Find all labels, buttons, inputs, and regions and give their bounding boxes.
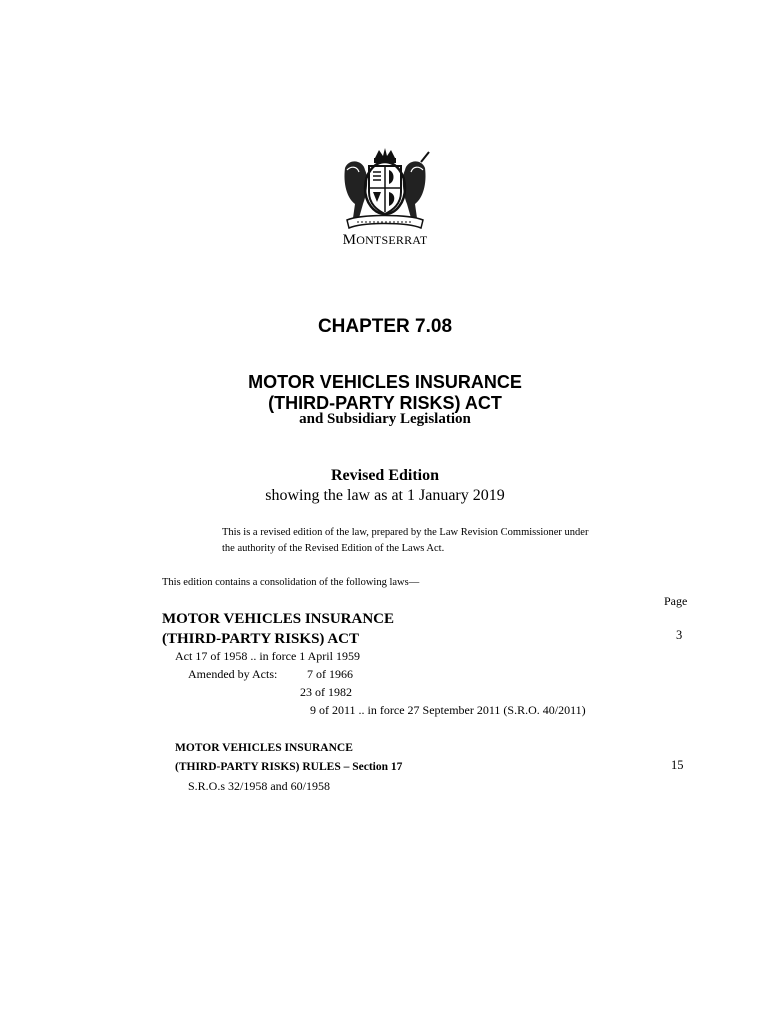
amendment-3: 9 of 2011 .. in force 27 September 2011 (S.R.O. 40/2011) — [310, 703, 586, 717]
contents-act-title-line1: MOTOR VEHICLES INSURANCE — [162, 611, 394, 627]
country-name — [0, 232, 770, 249]
contents-act-title-line2: (THIRD-PARTY RISKS) ACT — [162, 631, 359, 647]
consolidation-intro: This edition contains a consolidation of the following laws— — [162, 577, 420, 588]
subsidiary-legislation: and Subsidiary Legislation — [299, 411, 471, 427]
contents-act-title — [162, 609, 394, 649]
contents-rules-title-line2: (THIRD-PARTY RISKS) RULES – Section 17 — [175, 761, 403, 773]
page-column-heading: Page — [664, 594, 688, 608]
act-title-line1: MOTOR VEHICLES INSURANCE — [248, 372, 522, 392]
revision-note — [222, 525, 662, 557]
act-title-line2: (THIRD-PARTY RISKS) ACT — [268, 393, 502, 413]
contents-rules-title-line1: MOTOR VEHICLES INSURANCE — [175, 742, 353, 754]
revision-note-line2: the authority of the Revised Edition of the Laws Act. — [222, 543, 445, 554]
contents-rules-page: 15 — [671, 758, 684, 772]
amendment-2: 23 of 1982 — [300, 685, 352, 699]
contents-rules-title — [175, 739, 402, 777]
act-enactment: Act 17 of 1958 .. in force 1 April 1959 — [175, 649, 360, 663]
country-rest: ONTSERRAT — [356, 233, 428, 247]
country-initial: M — [342, 232, 357, 248]
rules-sro-reference: S.R.O.s 32/1958 and 60/1958 — [188, 779, 331, 793]
contents-act-page: 3 — [676, 628, 683, 642]
revision-note-line1: This is a revised edition of the law, prepared by the Law Revision Commissioner under — [222, 527, 589, 538]
chapter-number: CHAPTER 7.08 — [317, 316, 453, 337]
amended-by-label: Amended by Acts: — [188, 667, 278, 681]
coat-of-arms-icon — [337, 148, 433, 232]
revised-edition-heading: Revised Edition — [330, 467, 439, 484]
law-as-at-date: showing the law as at 1 January 2019 — [265, 487, 505, 504]
amendment-1: 7 of 1966 — [307, 667, 353, 681]
